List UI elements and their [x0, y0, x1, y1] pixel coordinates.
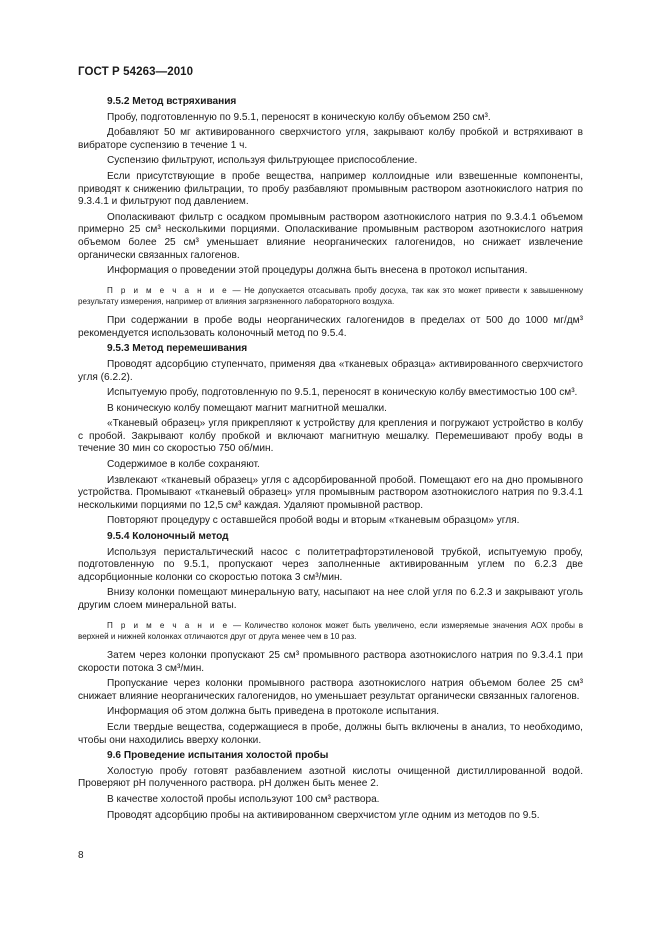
page-number: 8	[78, 850, 84, 861]
standard-code-header: ГОСТ Р 54263—2010	[78, 66, 194, 78]
paragraph: Используя перистальтический насос с политетрафторэтиленовой трубкой, испытуемую пробу, подготовленную по 9.5.1, пропускают через заполненные активированным углем по 6.2.3 две адсорбционные колонки со скоростью потока 3 см³/мин.	[78, 546, 583, 583]
paragraph: Добавляют 50 мг активированного сверхчистого угля, закрывают колбу пробкой и встряхивают в вибраторе суспензию в течение 1 ч.	[78, 127, 583, 151]
paragraph: «Тканевый образец» угля прикрепляют к устройству для крепления и погружают устройство в колбу с пробой. Закрывают колбу пробкой и включают магнитную мешалку. Перемешивают пробу воды в течение 30 мин со скоростью 750 об/мин.	[78, 418, 583, 455]
paragraph: Ополаскивают фильтр с осадком промывным раствором азотнокислого натрия по 9.3.4.1 объемом примерно 25 см³ несколькими порциями. Ополаскивание промывным раствором азотнокислого натрия объемом более 25 см³ уменьшает влияние неорганических галогенидов, но снижает извлечение органически связанных галогенов.	[78, 211, 583, 261]
paragraph: Внизу колонки помещают минеральную вату, насыпают на нее слой угля по 6.2.3 и закрывают уголь другим слоем минеральной ваты.	[78, 587, 583, 611]
paragraph: Повторяют процедуру с оставшейся пробой воды и вторым «тканевым образцом» угля.	[107, 515, 520, 527]
paragraph: Если твердые вещества, содержащиеся в пробе, должны быть включены в анализ, то необходимо, чтобы они находились вверху колонки.	[78, 721, 583, 746]
note-label: П р и м е ч а н и е	[107, 285, 229, 295]
paragraph: Содержимое в колбе сохраняют.	[107, 459, 260, 471]
note-text: — Количество колонок может быть увеличено, если измеряемые значения АОХ пробы в верхней и нижней колонках отличаются друг от друга менее чем в 10 раз.	[78, 620, 583, 641]
paragraph: В коническую колбу помещают магнит магнитной мешалки.	[107, 402, 387, 414]
section-title-9-5-2: 9.5.2 Метод встряхивания	[107, 96, 237, 107]
section-title-9-5-3: 9.5.3 Метод перемешивания	[107, 343, 248, 355]
paragraph: Пропускание через колонки промывного раствора азотнокислого натрия объемом более 25 см³ снижает влияние неорганических галогенидов, но уменьшает результат органически связанных галогенов.	[78, 678, 583, 702]
note-label: П р и м е ч а н и е	[107, 620, 230, 630]
paragraph: В качестве холостой пробы используют 100 см³ раствора.	[107, 793, 380, 805]
paragraph: Пробу, подготовленную по 9.5.1, переносят в коническую колбу объемом 250 см³.	[107, 111, 491, 123]
document-body	[78, 96, 583, 825]
paragraph: Проводят адсорбцию ступенчато, применяя два «тканевых образца» активированного сверхчистого угля (6.2.2).	[78, 358, 583, 383]
paragraph: Суспензию фильтруют, используя фильтрующее приспособление.	[107, 155, 418, 167]
note-1	[78, 285, 583, 307]
paragraph: Если присутствующие в пробе вещества, например коллоидные или взвешенные компоненты, приводят к снижению фильтрации, то пробу разбавляют промывным раствором азотнокислого натрия по 9.3.4.1 и фильтруют под давлением.	[78, 170, 583, 208]
note-2	[78, 620, 583, 642]
paragraph: Информация об этом должна быть приведена в протоколе испытания.	[107, 706, 440, 718]
paragraph: Затем через колонки пропускают 25 см³ промывного раствора азотнокислого натрия по 9.3.4.1 при скорости потока 3 см³/мин.	[78, 650, 583, 674]
paragraph: Проводят адсорбцию пробы на активированном сверхчистом угле одним из методов по 9.5.	[107, 809, 540, 821]
note-text: — Не допускается отсасывать пробу досуха, так как это может привести к завышенному результату измерения, например от влияния загрязненного лабораторного воздуха.	[78, 285, 583, 306]
section-title-9-6: 9.6 Проведение испытания холостой пробы	[107, 750, 329, 762]
paragraph: Информация о проведении этой процедуры должна быть внесена в протокол испытания.	[107, 265, 528, 277]
paragraph: Извлекают «тканевый образец» угля с адсорбированной пробой. Помещают его на дно промывного устройства. Промывают «тканевый образец» угля промывным раствором азотнокислого натрия по 9.3.4.1 несколькими порциями по 12,5 см³ каждая. Удаляют промывной раствор.	[78, 474, 583, 511]
paragraph: Испытуемую пробу, подготовленную по 9.5.1, переносят в коническую колбу вместимостью 100 см³.	[107, 387, 578, 399]
paragraph: Холостую пробу готовят разбавлением азотной кислоты очищенной дистиллированной водой. Проверяют pH полученного раствора. pH должен быть менее 2.	[78, 765, 583, 790]
paragraph: При содержании в пробе воды неорганических галогенидов в пределах от 500 до 1000 мг/дм³ рекомендуется использовать колоночный метод по 9.5.4.	[78, 315, 583, 339]
section-title-9-5-4: 9.5.4 Колоночный метод	[107, 531, 229, 543]
